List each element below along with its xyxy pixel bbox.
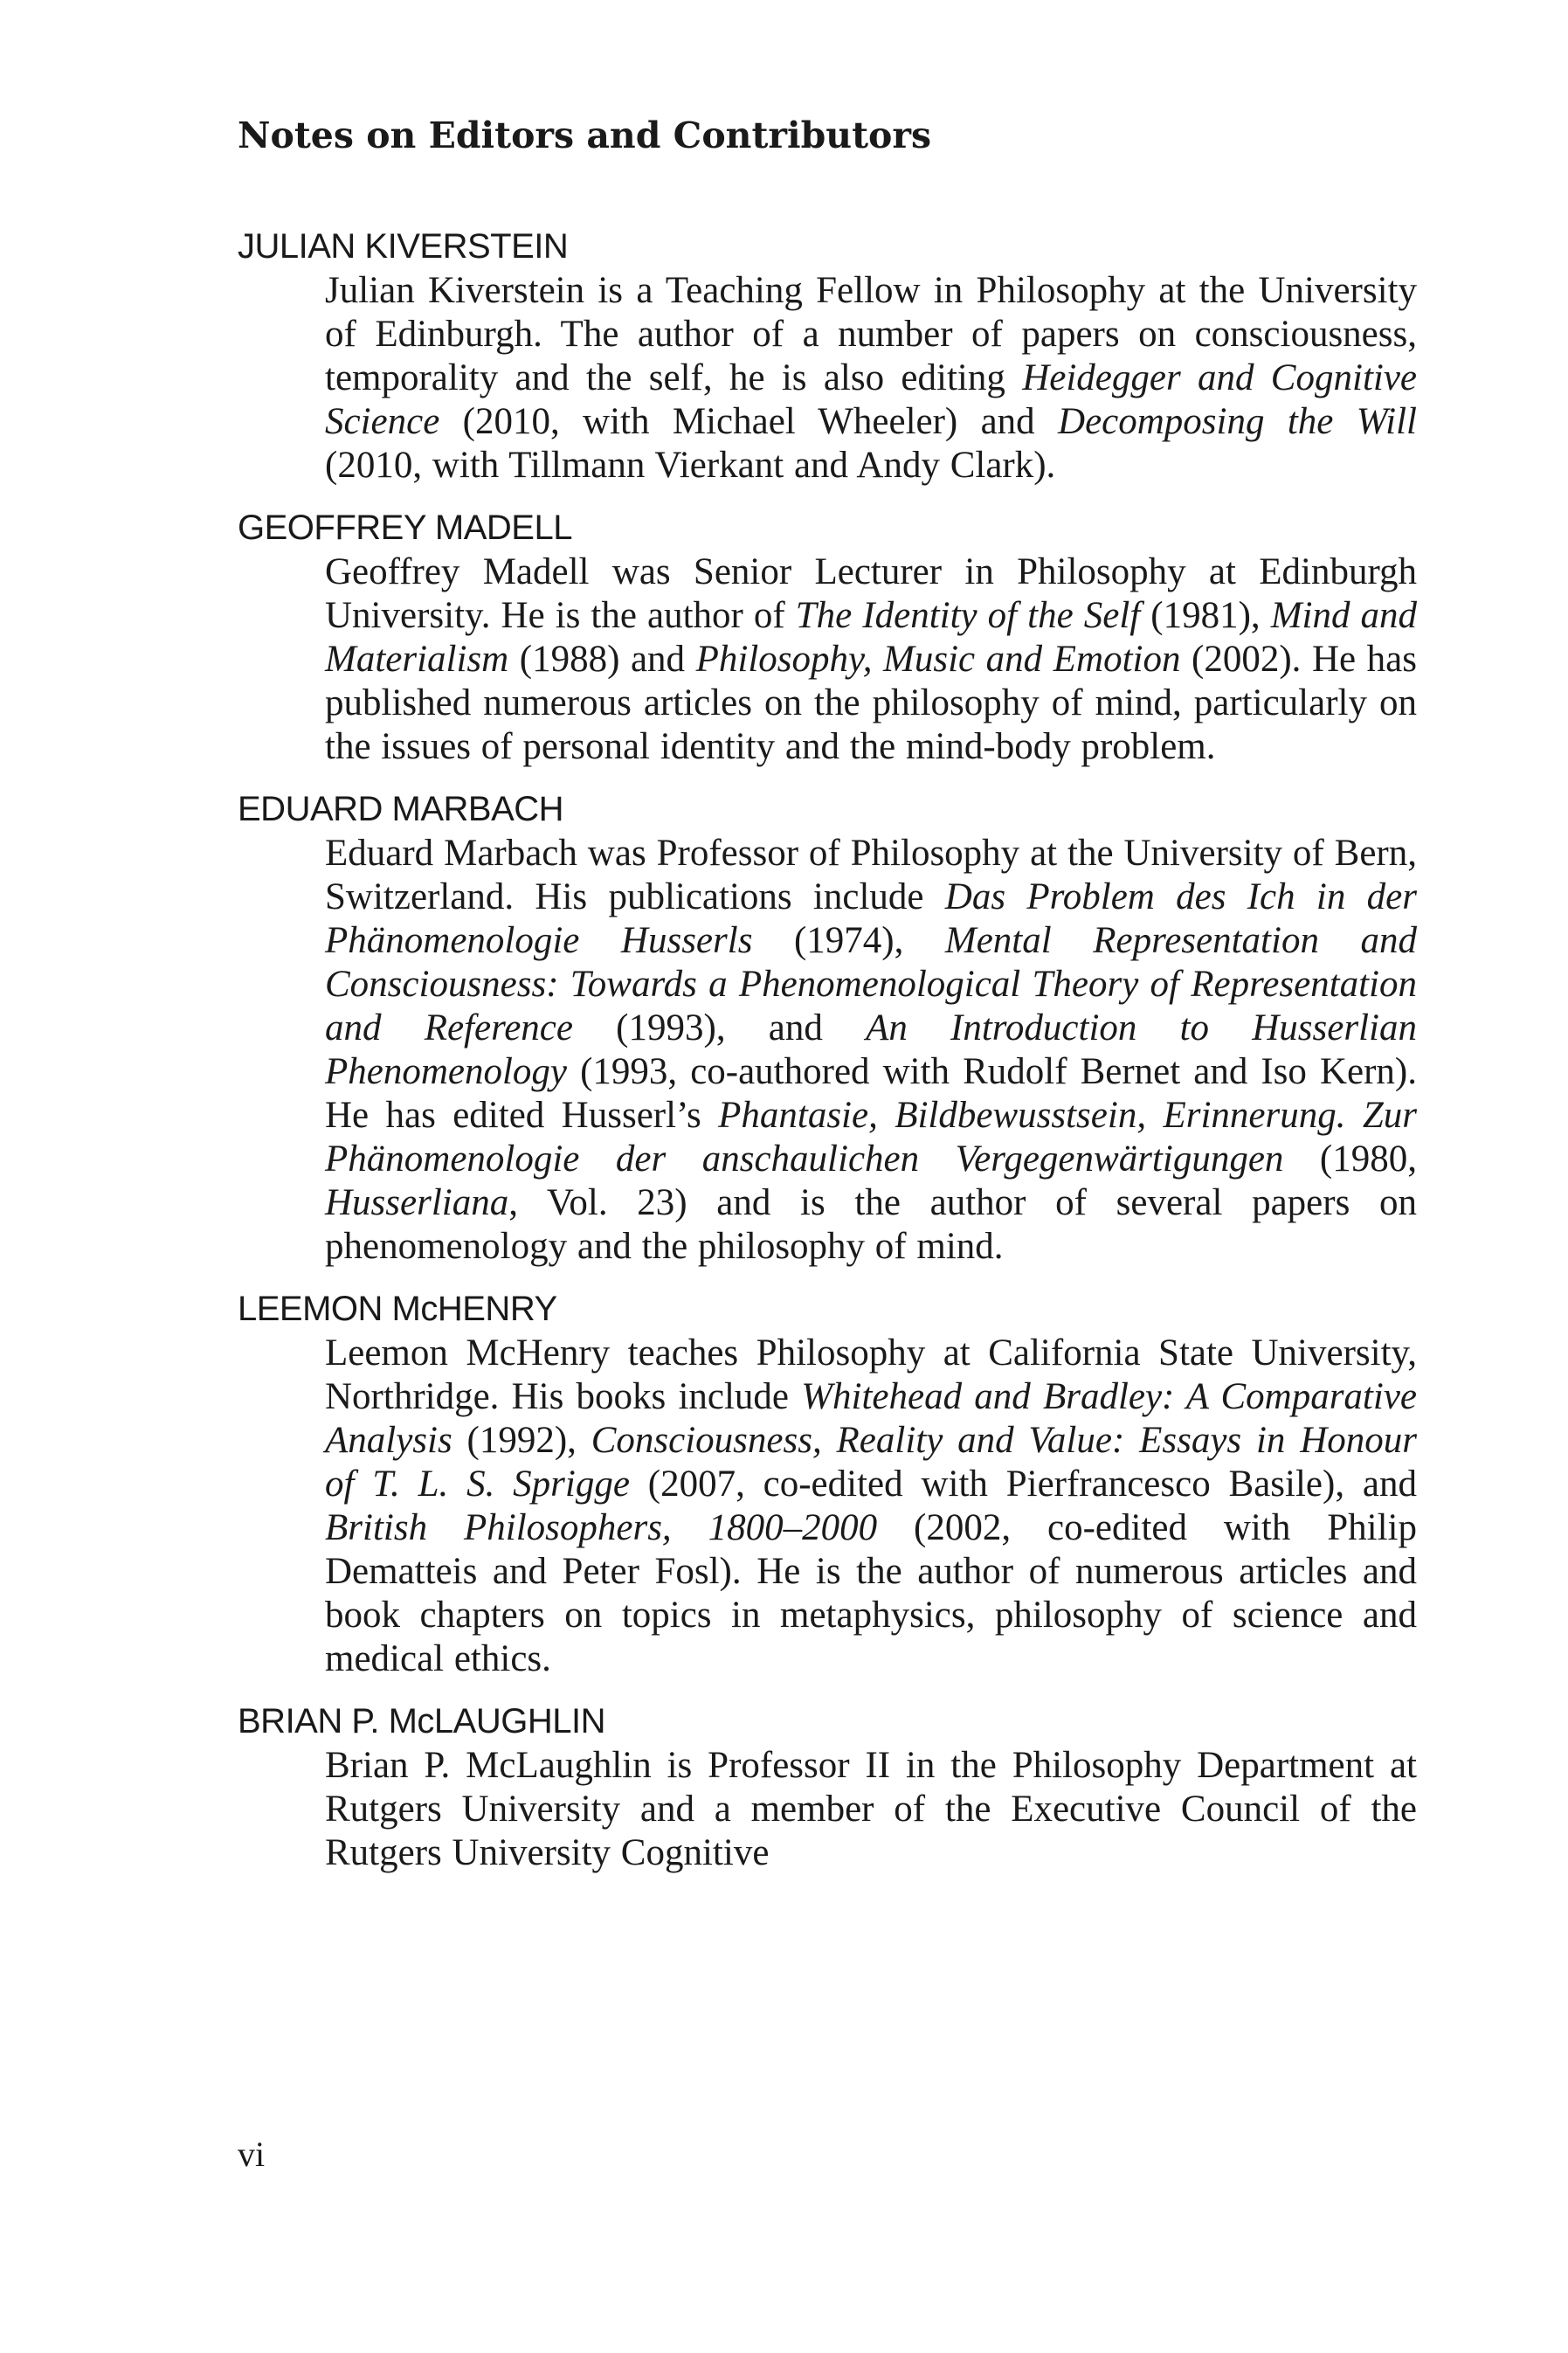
work-title: Husserliana [325,1182,509,1223]
contributor-bio [325,1332,1417,1681]
page-heading: Notes on Editors and Contributors [238,114,932,156]
work-title: Mental Representation and Consciousness: Towards a Phenomenological Theory of Representation and Reference [325,920,1417,1048]
bio-text: Eduard Marbach was Professor of Philosophy at the University of Bern, Switzerland. His publications include [325,833,1417,917]
contributor-entry [238,225,1417,488]
contributor-entry [238,788,1417,1269]
bio-text: Leemon McHenry teaches Philosophy at California State University, Northridge. His books include [325,1332,1417,1417]
bio-text: (1980, [1283,1138,1418,1180]
work-title: An Introduction to Husserlian Phenomenology [325,1007,1417,1092]
contributor-name: BRIAN P. McLAUGHLIN [238,1702,605,1741]
work-title: Whitehead and Bradley: A Comparative Analysis [325,1376,1417,1461]
bio-text: (2007, co-edited with Pierfrancesco Basile), and [629,1464,1417,1505]
bio-text: (2002). He has published numerous articles on the philosophy of mind, particularly on the issues of personal identity and the mind-body problem. [325,639,1417,767]
contributor-name: GEOFFREY MADELL [238,509,572,547]
bio-text: (1988) and [508,639,696,680]
work-title: Decomposing the Will [1058,401,1418,442]
work-title: Consciousness, Reality and Value: Essays in Honour of T. L. S. Sprigge [325,1420,1417,1505]
bio-text: (1993), and [572,1007,867,1048]
contributor-name: LEEMON McHENRY [238,1290,557,1328]
work-title: Mind and Materialism [325,595,1417,680]
contributor-bio [325,1744,1417,1875]
contributor-list [238,225,1417,1894]
contributor-entry [238,1700,1417,1875]
bio-text: (2010, with Michael Wheeler) and [439,401,1059,442]
work-title: Heidegger and Cognitive Science [325,357,1418,442]
work-title: British Philosophers, 1800–2000 [325,1507,878,1548]
bio-text: Brian P. McLaughlin is Professor II in the Philosophy Department at Rutgers University and a member of the Executive Council of the Rutgers University Cognitive [325,1745,1417,1873]
bio-text: (1993, co-authored with Rudolf Bernet and Iso Kern). He has edited Husserl’s [325,1051,1417,1136]
bio-text: (1981), [1140,595,1271,636]
bio-text: , Vol. 23) and is the author of several papers on phenomenology and the philosophy of mind. [325,1182,1417,1267]
work-title: Phantasie, Bildbewusstsein, Erinnerung. Zur Phänomenologie der anschaulichen Vergegenwärtigungen [325,1095,1418,1180]
bio-text: (2010, with Tillmann Vierkant and Andy Clark). [325,445,1056,486]
work-title: Philosophy, Music and Emotion [695,639,1181,680]
contributor-name: JULIAN KIVERSTEIN [238,227,569,266]
contributor-bio [325,832,1417,1269]
work-title: Das Problem des Ich in der Phänomenologie Husserls [325,876,1417,961]
bio-text: Julian Kiverstein is a Teaching Fellow in Philosophy at the University of Edinburgh. The author of a number of papers on consciousness, temporality and the self, he is also editing [325,270,1417,398]
bio-text: Geoffrey Madell was Senior Lecturer in Philosophy at Edinburgh University. He is the author of [325,551,1417,636]
contributor-entry [238,1288,1417,1681]
work-title: The Identity of the Self [795,595,1141,636]
page-number: vi [238,2135,266,2174]
contributor-entry [238,507,1417,769]
contributor-bio [325,269,1417,488]
bio-text: (1992), [452,1420,591,1461]
contributor-bio [325,550,1417,769]
contributor-name: EDUARD MARBACH [238,790,564,828]
bio-text: (1974), [752,920,945,961]
bio-text: (2002, co-edited with Philip Dematteis and Peter Fosl). He is the author of numerous articles and book chapters on topics in metaphysics, philosophy of science and medical ethics. [325,1507,1417,1679]
